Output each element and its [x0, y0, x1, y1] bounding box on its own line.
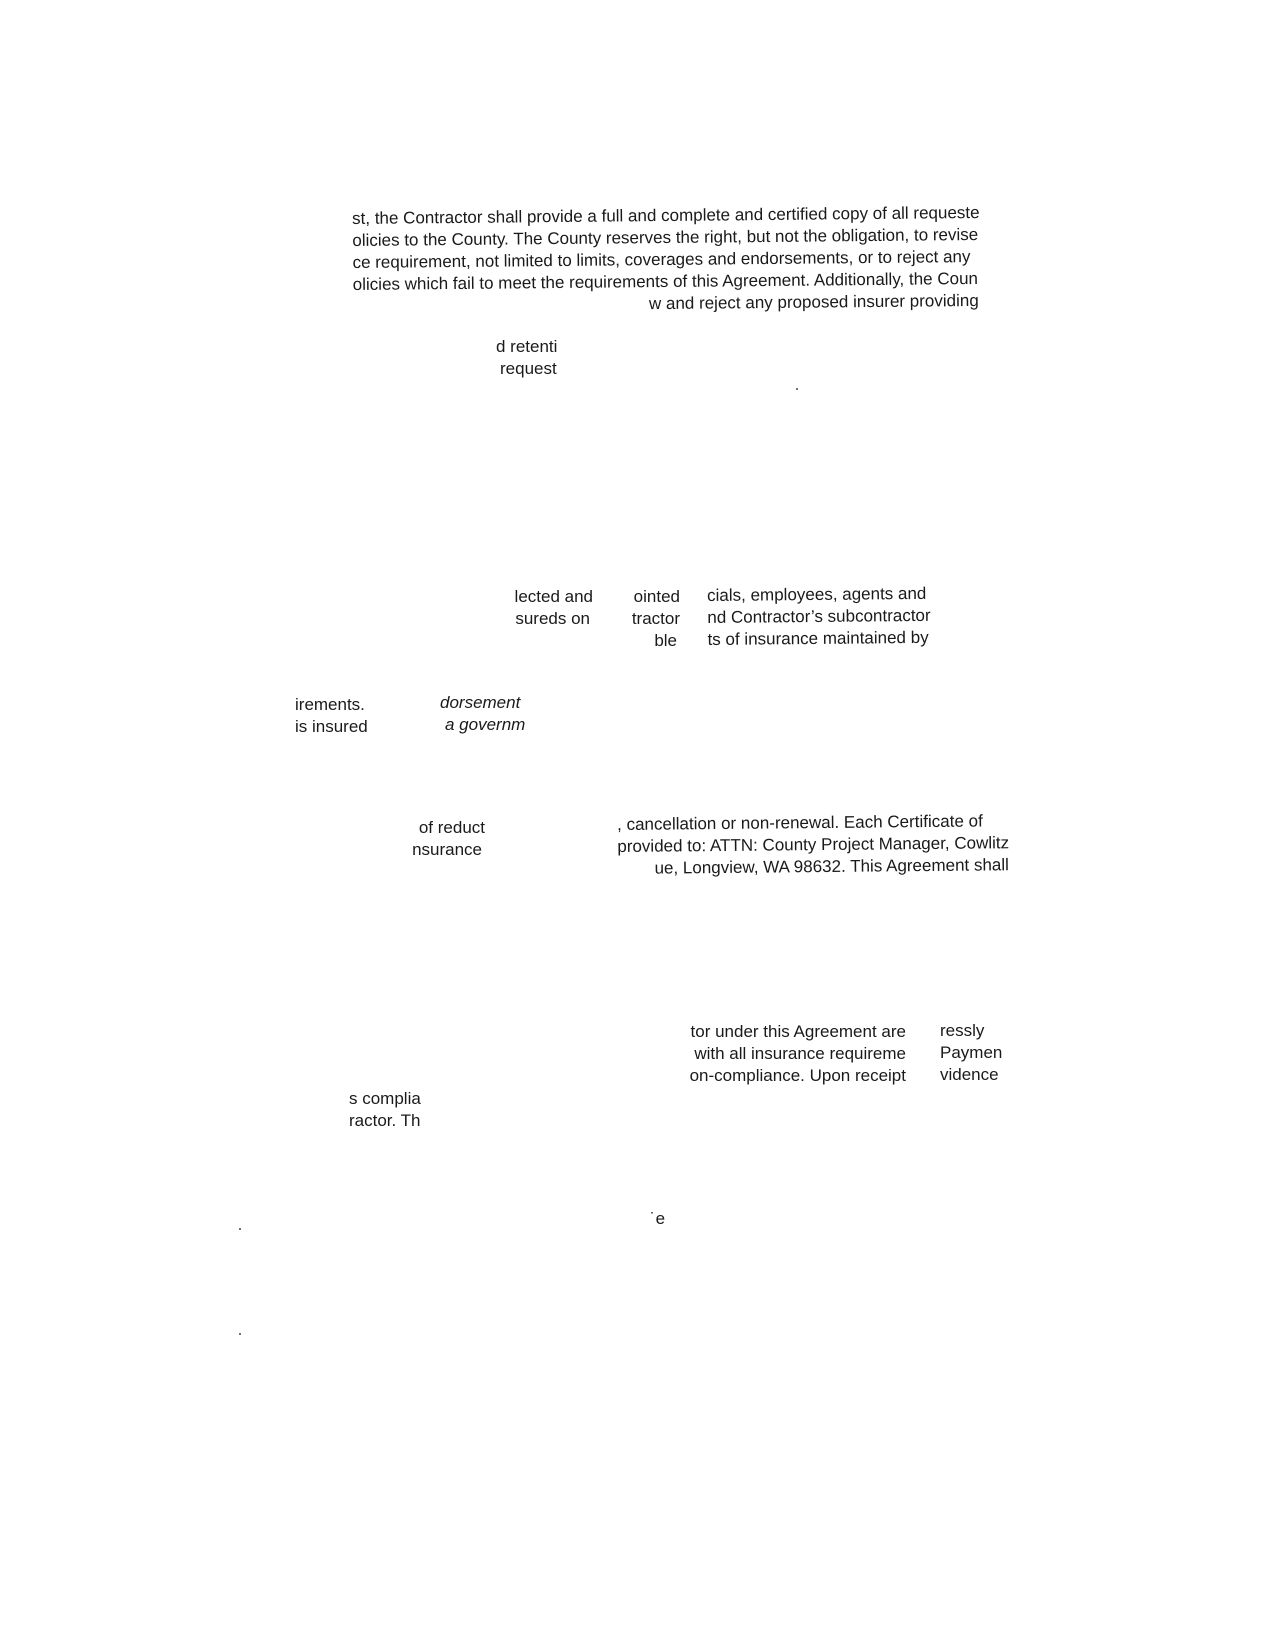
- text-line: vidence: [940, 1065, 999, 1084]
- reduction-fragment: [396, 817, 485, 861]
- text-line: olicies which fail to meet the requirements of this Agreement. Additionally, the Coun: [352, 268, 979, 294]
- text-line: is insured: [295, 717, 368, 736]
- text-line: ts of insurance maintained by: [707, 627, 929, 649]
- text-line: with all insurance requireme: [694, 1044, 906, 1063]
- insurance-copy-paragraph: [352, 202, 980, 318]
- scan-speck: [796, 388, 798, 390]
- text-line: tor under this Agreement are: [690, 1022, 906, 1041]
- text-line: olicies to the County. The County reserves the right, but not the obligation, to revise: [352, 224, 979, 250]
- text-line: Paymen: [940, 1043, 1003, 1062]
- text-line: ractor. Th: [349, 1111, 421, 1130]
- requirements-fragment: [295, 694, 368, 738]
- payment-fragment-b: [940, 1020, 1002, 1086]
- text-line: ˙e: [650, 1209, 666, 1228]
- scan-speck: [239, 1333, 241, 1335]
- text-line: ble: [654, 631, 677, 650]
- text-line: on-compliance. Upon receipt: [689, 1066, 906, 1085]
- text-line: ce requirement, not limited to limits, coverages and endorsements, or to reject any: [352, 247, 971, 272]
- text-line: nd Contractor’s subcontractor: [707, 605, 931, 627]
- endorsement-fragment: [440, 692, 525, 736]
- text-line: dorsement: [440, 693, 521, 712]
- text-line: cials, employees, agents and: [707, 583, 927, 605]
- text-line: lected and: [514, 587, 593, 606]
- payment-fragment-a: [664, 1021, 906, 1087]
- text-line: ointed: [633, 587, 680, 606]
- additional-insured-fragment-a: [505, 586, 593, 630]
- additional-insured-fragment-c: [707, 583, 931, 651]
- text-line: w and reject any proposed insurer providing: [648, 290, 979, 314]
- text-line: st, the Contractor shall provide a full and complete and certified copy of all requeste: [352, 202, 980, 228]
- text-line: nsurance: [412, 840, 482, 859]
- text-line: ue, Longview, WA 98632. This Agreement shall: [654, 855, 1009, 878]
- text-line: of reduct: [418, 818, 485, 837]
- text-line: d retenti: [496, 337, 558, 356]
- compliance-fragment: [349, 1088, 421, 1132]
- text-line: provided to: ATTN: County Project Manager, Cowlitz: [617, 833, 1010, 856]
- text-line: ressly: [940, 1021, 985, 1040]
- text-line: tractor: [631, 609, 680, 628]
- retention-fragment: [496, 336, 557, 380]
- text-line: s complia: [349, 1089, 421, 1108]
- text-line: , cancellation or non-renewal. Each Certificate of: [617, 811, 983, 834]
- stray-glyph: [650, 1208, 665, 1230]
- scan-speck: [239, 1228, 241, 1230]
- text-line: sureds on: [515, 609, 590, 628]
- cancellation-notice-paragraph: [617, 810, 1009, 880]
- text-line: a governm: [445, 715, 526, 734]
- text-line: request: [500, 359, 557, 378]
- additional-insured-fragment-b: [618, 586, 680, 652]
- text-line: irements.: [295, 695, 365, 714]
